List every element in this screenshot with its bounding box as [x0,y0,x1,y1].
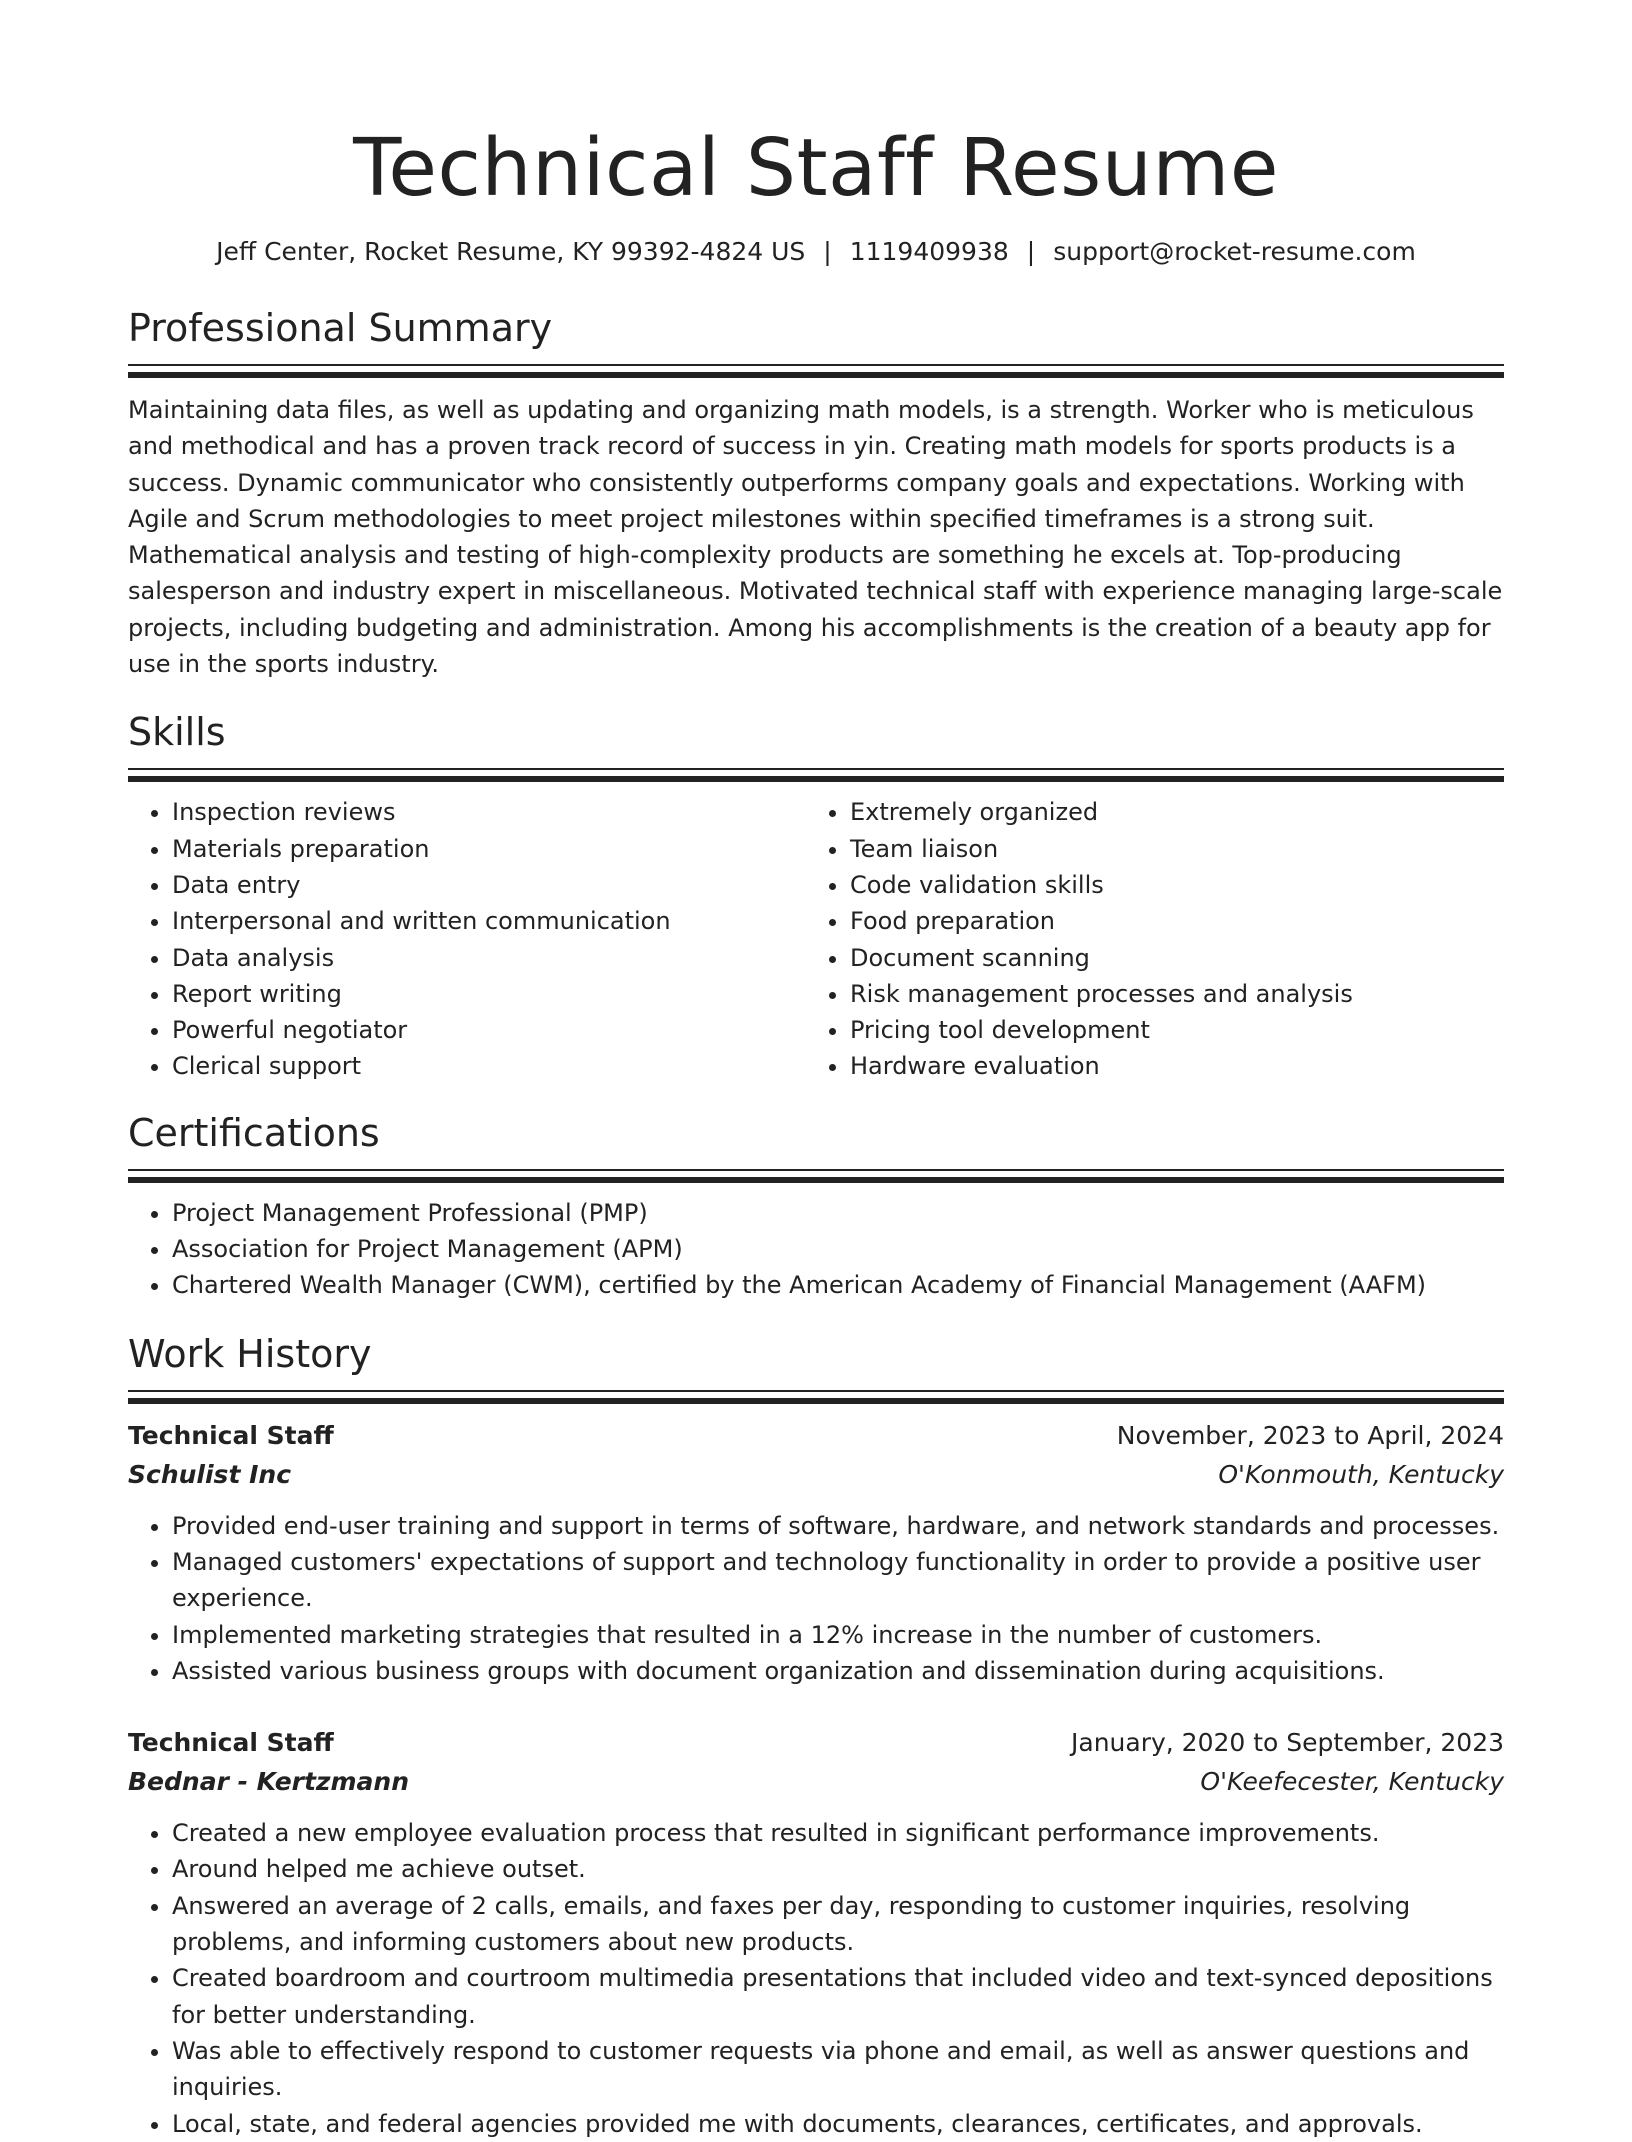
skill-item: • Food preparation [850,903,1484,939]
job-company-row [128,1455,1504,1494]
section-divider [128,364,1504,370]
skills-left-column [128,794,806,1084]
skill-item: • Data entry [172,867,806,903]
job-bullets [128,1494,1504,1689]
job-bullet: • Around helped me achieve outset. [172,1851,1504,1887]
job-bullet: • Assisted various business groups with document organization and dissemination during acquisitions. [172,1653,1504,1689]
skill-item: • Inspection reviews [172,794,806,830]
certification-item: • Project Management Professional (PMP) [172,1195,1504,1231]
skill-item: • Pricing tool development [850,1012,1484,1048]
certification-item: • Association for Project Management (APM) [172,1231,1504,1267]
job-company-row [128,1762,1504,1801]
contact-separator: | [1026,237,1036,266]
section-divider [128,1169,1504,1175]
job-bullet: • Managed customers' expectations of support and technology functionality in order to provide a positive user experience. [172,1544,1504,1617]
job-company: Bednar - Kertzmann [128,1767,409,1797]
certifications-section [128,1109,1504,1304]
job-entry [128,1396,1504,1689]
work-history-section [128,1330,1504,2142]
job-bullet: • Provided end-user training and support in terms of software, hardware, and network standards and processes. [172,1508,1504,1544]
skill-item: • Clerical support [172,1048,806,1084]
skill-item: • Document scanning [850,940,1484,976]
job-title: Technical Staff [128,1420,334,1450]
job-bullet: • Local, state, and federal agencies provided me with documents, clearances, certificates, and approvals. [172,2106,1504,2142]
contact-phone: 1119409938 [849,237,1009,266]
job-title: Technical Staff [128,1728,334,1758]
job-bullet: • Created boardroom and courtroom multimedia presentations that included video and text-synced depositions for better understanding. [172,1960,1504,2033]
job-location: O'Keefecester, Kentucky [1200,1767,1504,1797]
certifications-heading: Certifications [128,1110,380,1155]
job-bullet: • Answered an average of 2 calls, emails, and faxes per day, responding to customer inquiries, resolving problems, and informing customers about new products. [172,1888,1504,1961]
certifications-list [128,1175,1504,1304]
resume-content [128,118,1504,2142]
skills-heading: Skills [128,710,226,755]
job-dates: January, 2020 to September, 2023 [1071,1728,1504,1758]
skills-right-list [806,794,1484,1084]
summary-section [128,304,1504,682]
job-entry [128,1689,1504,2142]
skills-columns [128,774,1504,1084]
skill-item: • Team liaison [850,831,1484,867]
skill-item: • Code validation skills [850,867,1484,903]
skill-item: • Report writing [172,976,806,1012]
contact-line [128,236,1504,268]
skills-right-column [806,794,1484,1084]
work-history-heading: Work History [128,1331,372,1376]
skill-item: • Hardware evaluation [850,1048,1484,1084]
contact-email[interactable]: support@rocket-resume.com [1053,237,1416,266]
job-bullet: • Created a new employee evaluation process that resulted in significant performance improvements. [172,1815,1504,1851]
skill-item: • Data analysis [172,940,806,976]
summary-heading: Professional Summary [128,306,553,350]
contact-separator: | [823,237,832,266]
job-bullet: • Was able to effectively respond to customer requests via phone and email, as well as answer questions and inquiries. [172,2033,1504,2106]
skill-item: • Extremely organized [850,794,1484,830]
job-bullets [128,1801,1504,2142]
job-header-row [128,1416,1504,1455]
certification-item: • Chartered Wealth Manager (CWM), certified by the American Academy of Financial Management (AAFM) [172,1267,1504,1303]
job-bullet: • Implemented marketing strategies that resulted in a 12% increase in the number of customers. [172,1617,1504,1653]
skill-item: • Interpersonal and written communication [172,903,806,939]
skills-left-list [128,794,806,1084]
job-company: Schulist Inc [128,1459,292,1489]
skill-item: • Risk management processes and analysis [850,976,1484,1012]
section-divider [128,768,1504,774]
job-header-row [128,1723,1504,1762]
summary-text: Maintaining data files, as well as updating and organizing math models, is a strength. Worker who is meticulous and methodical and has a proven track record of success in yin. Creating math models for sports products is a success. Dynamic communicator who consistently outperforms company goals and expectations. Working with Agile and Scrum methodologies to meet project milestones within specified timeframes is a strong suit. Mathematical analysis and testing of high-complexity products are something he excels at. Top-producing salesperson and industry expert in miscellaneous. Motivated technical staff with experience managing large-scale projects, including budgeting and administration. Among his accomplishments is the creation of a beauty app for use in the sports industry. [128,396,1503,679]
section-divider [128,1390,1504,1396]
job-location: O'Konmouth, Kentucky [1218,1459,1504,1489]
skill-item: • Materials preparation [172,831,806,867]
skill-item: • Powerful negotiator [172,1012,806,1048]
skills-section [128,708,1504,1084]
contact-address: Jeff Center, Rocket Resume, KY 99392-4824 US [216,237,806,266]
job-dates: November, 2023 to April, 2024 [1116,1420,1504,1450]
resume-title: Technical Staff Resume [353,122,1279,214]
